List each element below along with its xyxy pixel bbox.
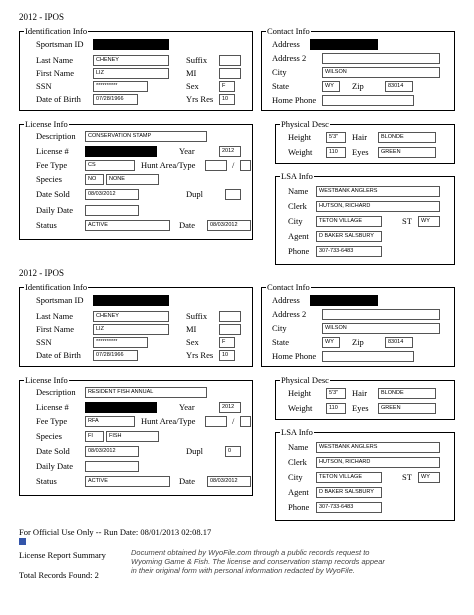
st-label: ST [402,472,412,482]
panel-legend: LSA Info [281,427,313,437]
panel-legend: LSA Info [281,171,313,181]
address-field-redacted [310,39,378,50]
dob-label: Date of Birth [36,350,81,360]
fee-type-field[interactable]: RFA [85,416,135,427]
description-label: Description [36,387,76,397]
panel-legend: License Info [25,375,68,385]
mi-field[interactable] [219,68,241,79]
report-summary: License Report Summary [19,550,106,560]
status-date-field[interactable]: 08/03/2012 [207,220,251,231]
clerk-field[interactable]: HUTSON, RICHARD [316,457,440,468]
agent-label: Agent [288,231,309,241]
clerk-label: Clerk [288,457,307,467]
run-date-line: For Official Use Only -- Run Date: 08/01/2013 02:08.17 [19,527,212,537]
date-sold-label: Date Sold [36,189,70,199]
zip-label: Zip [352,337,364,347]
address-label: Address [272,295,300,305]
suffix-field[interactable] [219,311,241,322]
suffix-label: Suffix [186,311,208,321]
lsa-phone-field[interactable]: 307-733-6483 [316,246,382,257]
mi-label: MI [186,324,197,334]
hunt-area-field[interactable] [205,160,227,171]
city-field[interactable]: WILSON [322,67,440,78]
slash-separator: / [232,416,235,426]
agent-field[interactable]: D BAKER SALSBURY [316,231,382,242]
height-field[interactable]: 5'3" [326,132,346,143]
dob-label: Date of Birth [36,94,81,104]
wyofile-note-line-2: Wyoming Game & Fish. The license and conservation stamp records appear [131,557,385,566]
status-label: Status [36,220,57,230]
clerk-field[interactable]: HUTSON, RICHARD [316,201,440,212]
lsa-phone-field[interactable]: 307-733-6483 [316,502,382,513]
home-phone-label: Home Phone [272,351,317,361]
hair-label: Hair [352,388,368,398]
panel-legend: Physical Desc [281,119,329,129]
zip-field[interactable]: 83014 [385,81,413,92]
description-label: Description [36,131,76,141]
daily-date-field[interactable] [85,461,139,472]
sportsman-id-field-redacted [93,295,169,306]
section-title: 2012 - IPOS [19,12,65,22]
hunt-type-field[interactable] [240,160,251,171]
state-field[interactable]: WY [322,337,340,348]
first-name-label: First Name [36,68,75,78]
mi-label: MI [186,68,197,78]
dupl-label: Dupl [186,189,203,199]
address-label: Address [272,39,300,49]
license-number-label: License # [36,402,69,412]
first-name-field[interactable]: LIZ [93,68,169,79]
panel-legend: Identification Info [25,282,88,292]
lsa-city-label: City [288,216,303,226]
hair-field[interactable]: BLONDE [378,132,436,143]
st-field[interactable]: WY [418,472,440,483]
lsa-phone-label: Phone [288,246,310,256]
zip-field[interactable]: 83014 [385,337,413,348]
hunt-area-field[interactable] [205,416,227,427]
state-label: State [272,337,289,347]
ssn-label: SSN [36,81,52,91]
dob-field[interactable]: 07/28/1966 [93,94,138,105]
hunt-area-label: Hunt Area/Type [141,416,196,426]
lsa-name-label: Name [288,442,309,452]
eyes-field[interactable]: GREEN [378,147,436,158]
suffix-label: Suffix [186,55,208,65]
yrs-res-label: Yrs Res [186,94,214,104]
lsa-name-label: Name [288,186,309,196]
species-label: Species [36,174,62,184]
lsa-name-field[interactable]: WESTBANK ANGLERS [316,186,440,197]
zip-label: Zip [352,81,364,91]
status-date-field[interactable]: 08/03/2012 [207,476,251,487]
wyofile-note-line-3: in their original form with personal information redacted by WyoFile. [131,566,355,575]
lsa-city-label: City [288,472,303,482]
address2-field[interactable] [322,53,440,64]
panel-legend: Contact Info [267,26,310,36]
eyes-field[interactable]: GREEN [378,403,436,414]
agent-label: Agent [288,487,309,497]
st-label: ST [402,216,412,226]
license-number-label: License # [36,146,69,156]
status-field[interactable]: ACTIVE [85,476,170,487]
last-name-field[interactable]: CHENEY [93,311,169,322]
wyofile-note-line-1: Document obtained by WyoFile.com through a public records request to [131,548,370,557]
sex-label: Sex [186,337,199,347]
yrs-res-field[interactable]: 10 [219,350,235,361]
license-number-field-redacted [85,146,157,157]
dupl-label: Dupl [186,446,203,456]
address2-label: Address 2 [272,309,307,319]
first-name-label: First Name [36,324,75,334]
year-field[interactable]: 2012 [219,402,241,413]
home-phone-field[interactable] [322,351,414,362]
lsa-name-field[interactable]: WESTBANK ANGLERS [316,442,440,453]
sportsman-id-label: Sportsman ID [36,295,84,305]
ssn-field[interactable]: ********** [93,337,148,348]
state-field[interactable]: WY [322,81,340,92]
address2-label: Address 2 [272,53,307,63]
print-icon[interactable] [19,538,26,545]
first-name-field[interactable]: LIZ [93,324,169,335]
species-name-field[interactable]: NONE [106,174,159,185]
panel-legend: Identification Info [25,26,88,36]
address-field-redacted [310,295,378,306]
yrs-res-field[interactable]: 10 [219,94,235,105]
date-sold-field[interactable]: 08/03/2012 [85,189,139,200]
address2-field[interactable] [322,309,440,320]
mi-field[interactable] [219,324,241,335]
date-sold-field[interactable]: 08/03/2012 [85,446,139,457]
year-label: Year [179,402,195,412]
date-label: Date [179,476,196,486]
agent-field[interactable]: D BAKER SALSBURY [316,487,382,498]
dupl-field[interactable]: 0 [225,446,241,457]
total-records: Total Records Found: 2 [19,570,99,580]
hunt-area-label: Hunt Area/Type [141,160,196,170]
slash-separator: / [232,160,235,170]
eyes-label: Eyes [352,403,369,413]
home-phone-field[interactable] [322,95,414,106]
last-name-label: Last Name [36,311,74,321]
sportsman-id-field-redacted [93,39,169,50]
suffix-field[interactable] [219,55,241,66]
daily-date-label: Daily Date [36,461,74,471]
last-name-field[interactable]: CHENEY [93,55,169,66]
city-field[interactable]: WILSON [322,323,440,334]
city-label: City [272,323,287,333]
weight-label: Weight [288,403,313,413]
panel-legend: Contact Info [267,282,310,292]
clerk-label: Clerk [288,201,307,211]
home-phone-label: Home Phone [272,95,317,105]
panel-legend: Physical Desc [281,375,329,385]
city-label: City [272,67,287,77]
year-field[interactable]: 2012 [219,146,241,157]
panel-legend: License Info [25,119,68,129]
ssn-field[interactable]: ********** [93,81,148,92]
sex-label: Sex [186,81,199,91]
species-name-field[interactable]: FISH [106,431,159,442]
species-code-field[interactable]: FI [85,431,104,442]
year-label: Year [179,146,195,156]
dupl-field[interactable] [225,189,241,200]
st-field[interactable]: WY [418,216,440,227]
hair-field[interactable]: BLONDE [378,388,436,399]
fee-type-label: Fee Type [36,416,68,426]
fee-type-label: Fee Type [36,160,68,170]
eyes-label: Eyes [352,147,369,157]
status-label: Status [36,476,57,486]
weight-field[interactable]: 110 [326,147,346,158]
sex-field[interactable]: F [219,81,235,92]
hair-label: Hair [352,132,368,142]
status-field[interactable]: ACTIVE [85,220,170,231]
lsa-city-field[interactable]: TETON VILLAGE [316,216,382,227]
daily-date-label: Daily Date [36,205,74,215]
lsa-city-field[interactable]: TETON VILLAGE [316,472,382,483]
lsa-phone-label: Phone [288,502,310,512]
height-label: Height [288,388,312,398]
species-label: Species [36,431,62,441]
date-label: Date [179,220,196,230]
description-field[interactable]: RESIDENT FISH ANNUAL [85,387,207,398]
date-sold-label: Date Sold [36,446,70,456]
height-label: Height [288,132,312,142]
hunt-type-field[interactable] [240,416,251,427]
section-title: 2012 - IPOS [19,268,65,278]
dob-field[interactable]: 07/28/1966 [93,350,138,361]
weight-label: Weight [288,147,313,157]
description-field[interactable]: CONSERVATION STAMP [85,131,207,142]
yrs-res-label: Yrs Res [186,350,214,360]
license-number-field-redacted [85,402,157,413]
height-field[interactable]: 5'3" [326,388,346,399]
last-name-label: Last Name [36,55,74,65]
ssn-label: SSN [36,337,52,347]
weight-field[interactable]: 110 [326,403,346,414]
daily-date-field[interactable] [85,205,139,216]
species-code-field[interactable]: NO [85,174,104,185]
fee-type-field[interactable]: CS [85,160,135,171]
state-label: State [272,81,289,91]
sex-field[interactable]: F [219,337,235,348]
sportsman-id-label: Sportsman ID [36,39,84,49]
